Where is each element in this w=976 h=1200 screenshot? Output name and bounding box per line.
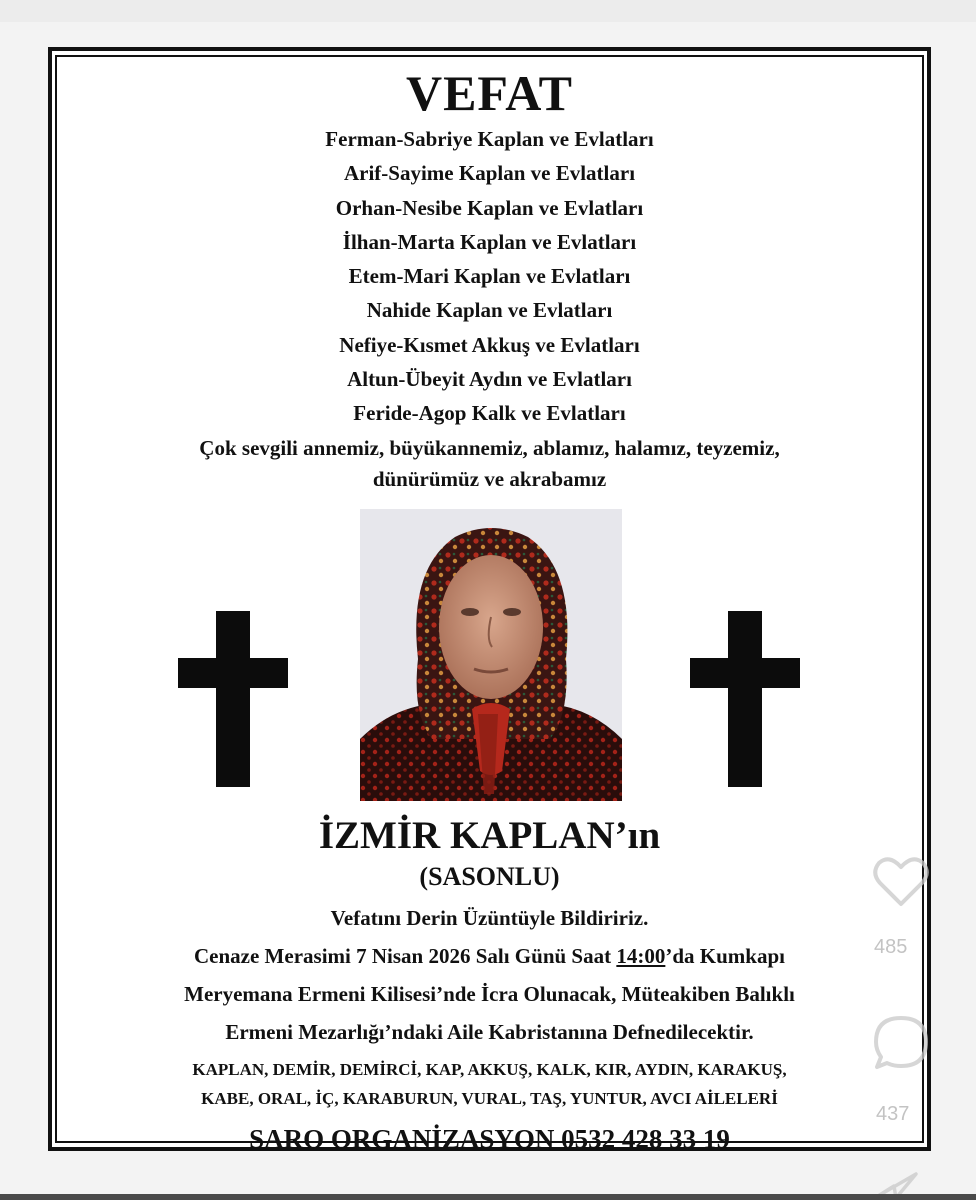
message-line-2: dünürümüz ve akrabamız	[372, 466, 607, 491]
family-line: Arif-Sayime Kaplan ve Evlatları	[343, 161, 636, 186]
comment-icon[interactable]	[868, 1010, 934, 1076]
family-line: Altun-Übeyit Aydın ve Evlatları	[347, 367, 632, 392]
family-line: Ferman-Sabriye Kaplan ve Evlatları	[325, 127, 654, 151]
family-line: Nahide Kaplan ve Evlatları	[366, 298, 613, 323]
deceased-portrait	[360, 509, 622, 801]
family-list	[60, 122, 919, 431]
family-line: İlhan-Marta Kaplan ve Evlatları	[342, 229, 637, 254]
deceased-origin: (SASONLU)	[419, 861, 560, 891]
deceased-name: İZMİR KAPLAN’ın	[318, 813, 661, 857]
families-closing-line-1: KAPLAN, DEMİR, DEMİRCİ, KAP, AKKUŞ, KALK, KIR, AYDIN, KARAKUŞ,	[192, 1059, 787, 1079]
message-text	[60, 433, 919, 495]
obituary-notice	[60, 60, 919, 1159]
like-count: 485	[874, 936, 908, 958]
families-closing	[60, 1055, 919, 1113]
ceremony-line-1	[60, 937, 919, 975]
bottom-edge	[0, 1194, 976, 1200]
ceremony-time: 14:00	[616, 943, 666, 968]
comment-count: 437	[876, 1103, 910, 1125]
family-line: Feride-Agop Kalk ve Evlatları	[353, 401, 626, 426]
ceremony-details	[60, 937, 919, 1051]
ceremony-date-text: Cenaze Merasimi 7 Nisan 2026 Salı Günü Saat	[194, 943, 617, 968]
top-band	[0, 0, 976, 22]
family-line: Etem-Mari Kaplan ve Evlatları	[348, 264, 631, 289]
organizer-contact: SARO ORGANİZASYON 0532 428 33 19	[249, 1123, 730, 1154]
ceremony-line-3: Ermeni Mezarlığı’ndaki Aile Kabristanına Defnedilecektir.	[225, 1019, 754, 1044]
notice-title: VEFAT	[405, 65, 574, 121]
families-closing-line-2: KABE, ORAL, İÇ, KARABURUN, VURAL, TAŞ, YUNTUR, AVCI AİLELERİ	[201, 1088, 778, 1108]
ceremony-place-start: ’da Kumkapı	[665, 943, 785, 968]
message-line-1: Çok sevgili annemiz, büyükannemiz, ablamız, halamız, teyzemiz,	[199, 435, 780, 460]
ceremony-line-2: Meryemana Ermeni Kilisesi’nde İcra Olunacak, Müteakiben Balıklı	[184, 981, 795, 1006]
heart-icon[interactable]	[868, 848, 934, 914]
announcement-text: Vefatını Derin Üzüntüyle Bildiririz.	[330, 905, 649, 930]
cross-icon	[178, 611, 288, 787]
family-line: Orhan-Nesibe Kaplan ve Evlatları	[335, 195, 644, 220]
family-line: Nefiye-Kısmet Akkuş ve Evlatları	[339, 332, 640, 357]
cross-icon	[690, 611, 800, 787]
portrait-row	[60, 509, 919, 809]
